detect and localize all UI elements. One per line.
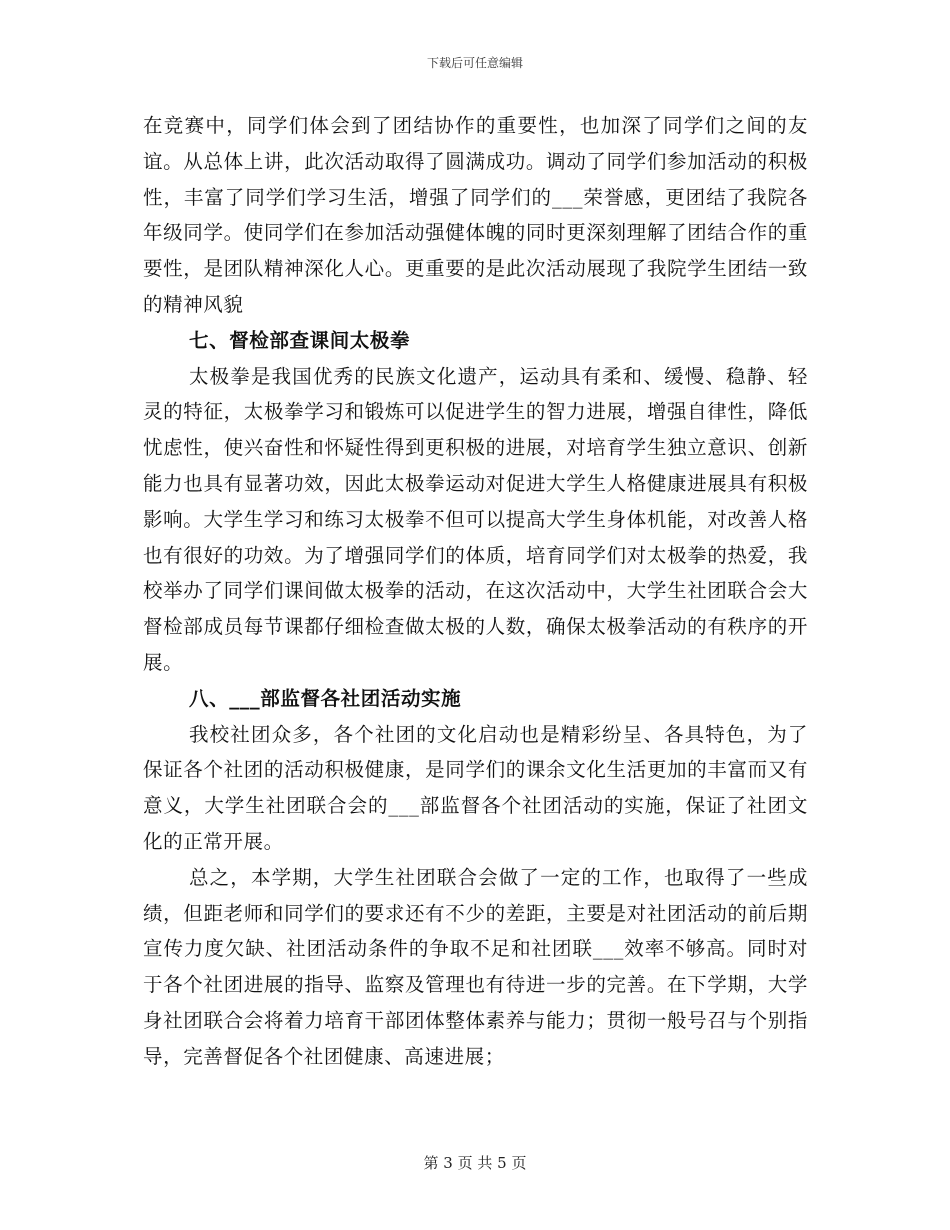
section-heading-8: 八、___部监督各社团活动实施 (189, 686, 462, 710)
paragraph-competition-summary: 在竞赛中，同学们体会到了团结协作的重要性，也加深了同学们之间的友谊。从总体上讲，此次活动取得了圆满成功。调动了同学们参加活动的积极性，丰富了同学们学习生活，增强了同学们的___荣誉感，更团结了我院各年级同学。使同学们在参加活动强健体魄的同时更深刻理解了团结合作的重要性，是团队精神深化人心。更重要的是此次活动展现了我院学生团结一致的精神风貌 (143, 114, 808, 316)
page-header: 下载后可任意编辑 (426, 56, 523, 70)
page-footer: 第 3 页 共 5 页 (423, 1154, 527, 1172)
paragraph-club-supervision: 我校社团众多，各个社团的文化启动也是精彩纷呈、各具特色，为了保证各个社团的活动积极健康，是同学们的课余文化生活更加的丰富而又有意义，大学生社团联合会的___部监督各个社团活动的实施，保证了社团文化的正常开展。 (143, 722, 808, 853)
document-body (143, 108, 808, 1075)
paragraph-taichi: 太极拳是我国优秀的民族文化遗产，运动具有柔和、缓慢、稳静、轻灵的特征，太极拳学习和锻炼可以促进学生的智力进展，增强自律性，降低忧虑性，使兴奋性和怀疑性得到更积极的进展，对培育学生独立意识、创新能力也具有显著功效，因此太极拳运动对促进大学生人格健康进展具有积极影响。大学生学习和练习太极拳不但可以提高大学生身体机能，对改善人格也有很好的功效。为了增强同学们的体质，培育同学们对太极拳的热爱，我校举办了同学们课间做太极拳的活动，在这次活动中，大学生社团联合会大督检部成员每节课都仔细检查做太极的人数，确保太极拳活动的有秩序的开展。 (143, 364, 808, 674)
paragraph-conclusion: 总之，本学期，大学生社团联合会做了一定的工作，也取得了一些成绩，但距老师和同学们的要求还有不少的差距，主要是对社团活动的前后期宣传力度欠缺、社团活动条件的争取不足和社团联___效率不够高。同时对于各个社团进展的指导、监察及管理也有待进一步的完善。在下学期，大学身社团联合会将着力培育干部团体整体素养与能力；贯彻一般号召与个别指导，完善督促各个社团健康、高速进展； (143, 865, 808, 1068)
section-heading-7: 七、督检部查课间太极拳 (189, 328, 411, 352)
